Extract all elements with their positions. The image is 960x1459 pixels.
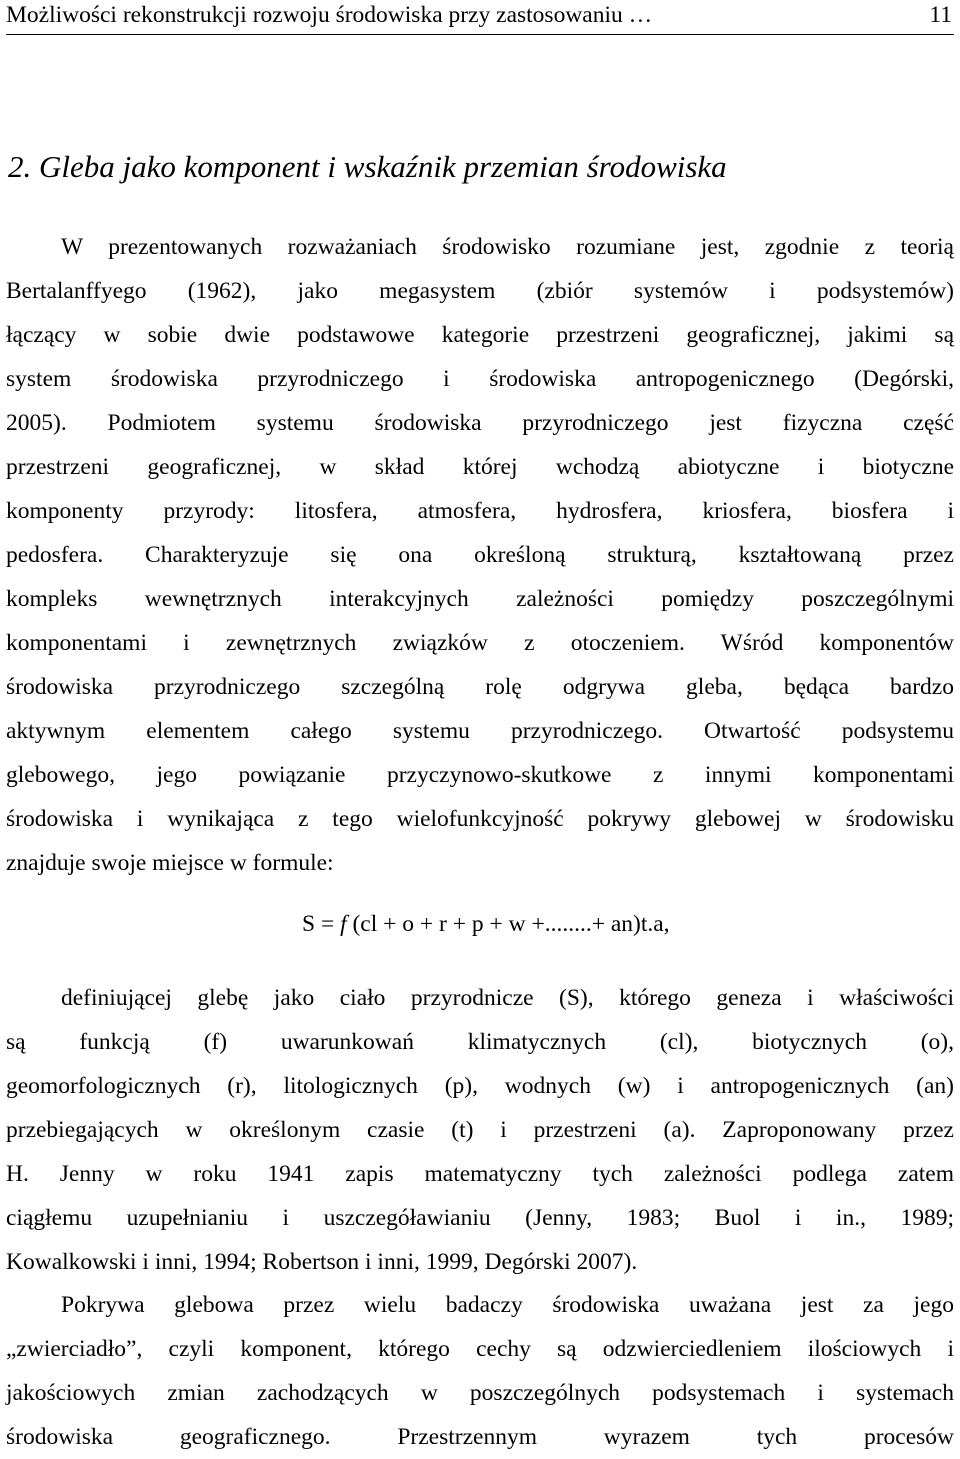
paragraph-line: kompleks wewnętrznych interakcyjnych zależności pomiędzy poszczególnymi bbox=[6, 586, 954, 612]
paragraph-line: ciągłemu uzupełnianiu i uszczegóławianiu (Jenny, 1983; Buol i in., 1989; bbox=[6, 1205, 954, 1231]
paragraph-line: są funkcją (f) uwarunkowań klimatycznych (cl), biotycznych (o), bbox=[6, 1029, 954, 1055]
paragraph-line: łączący w sobie dwie podstawowe kategorie przestrzeni geograficznej, jakimi są bbox=[6, 322, 954, 348]
paragraph-line: geomorfologicznych (r), litologicznych (p), wodnych (w) i antropogenicznych (an) bbox=[6, 1073, 954, 1099]
paragraph-line: pedosfera. Charakteryzuje się ona określoną strukturą, kształtowaną przez bbox=[6, 542, 954, 568]
paragraph-line: przebiegających w określonym czasie (t) i przestrzeni (a). Zaproponowany przez bbox=[6, 1117, 954, 1143]
paragraph-line: przestrzeni geograficznej, w skład której wchodzą abiotyczne i biotyczne bbox=[6, 454, 954, 480]
paragraph-line: znajduje swoje miejsce w formule: bbox=[6, 850, 334, 876]
paragraph-line: komponentami i zewnętrznych związków z otoczeniem. Wśród komponentów bbox=[6, 630, 954, 656]
paragraph-line: środowiska i wynikająca z tego wielofunkcyjność pokrywy glebowej w środowisku bbox=[6, 806, 954, 832]
paragraph-line: W prezentowanych rozważaniach środowisko rozumiane jest, zgodnie z teorią bbox=[61, 234, 954, 260]
paragraph-line: aktywnym elementem całego systemu przyrodniczego. Otwartość podsystemu bbox=[6, 718, 954, 744]
paragraph-line: Bertalanffyego (1962), jako megasystem (zbiór systemów i podsystemów) bbox=[6, 278, 954, 304]
paragraph-1 bbox=[6, 225, 954, 885]
paragraph-line: definiującej glebę jako ciało przyrodnicze (S), którego geneza i właściwości bbox=[61, 985, 954, 1011]
paragraph-line: komponenty przyrody: litosfera, atmosfera, hydrosfera, kriosfera, biosfera i bbox=[6, 498, 954, 524]
paragraph-line: glebowego, jego powiązanie przyczynowo-skutkowe z innymi komponentami bbox=[6, 762, 954, 788]
paragraph-line: 2005). Podmiotem systemu środowiska przyrodniczego jest fizyczna część bbox=[6, 410, 954, 436]
page-number: 11 bbox=[929, 2, 952, 28]
paragraph-2 bbox=[6, 976, 954, 1284]
soil-formula bbox=[302, 902, 670, 946]
paragraph-line: Kowalkowski i inni, 1994; Robertson i inni, 1999, Degórski 2007). bbox=[6, 1249, 638, 1275]
formula-left: S = bbox=[302, 911, 341, 937]
paragraph-line: środowiska geograficznego. Przestrzennym wyrazem tych procesów bbox=[6, 1424, 954, 1450]
paragraph-line: system środowiska przyrodniczego i środowiska antropogenicznego (Degórski, bbox=[6, 366, 954, 392]
running-header bbox=[6, 0, 954, 35]
paragraph-line: środowiska przyrodniczego szczególną rolę odgrywa gleba, będąca bardzo bbox=[6, 674, 954, 700]
running-header-title: Możliwości rekonstrukcji rozwoju środowiska przy zastosowaniu … bbox=[6, 2, 653, 28]
formula-right: (cl + o + r + p + w +........+ an)t.a, bbox=[346, 911, 670, 937]
paragraph-line: H. Jenny w roku 1941 zapis matematyczny tych zależności podlega zatem bbox=[6, 1161, 954, 1187]
paragraph-3 bbox=[6, 1283, 954, 1459]
paragraph-line: Pokrywa glebowa przez wielu badaczy środowiska uważana jest za jego bbox=[61, 1292, 954, 1318]
paragraph-line: „zwierciadło”, czyli komponent, którego cechy są odzwierciedleniem ilościowych i bbox=[6, 1336, 954, 1362]
section-title: 2. Gleba jako komponent i wskaźnik przemian środowiska bbox=[8, 149, 727, 184]
formula-function-symbol: f bbox=[340, 911, 347, 937]
paragraph-line: jakościowych zmian zachodzących w poszczególnych podsystemach i systemach bbox=[6, 1380, 954, 1406]
